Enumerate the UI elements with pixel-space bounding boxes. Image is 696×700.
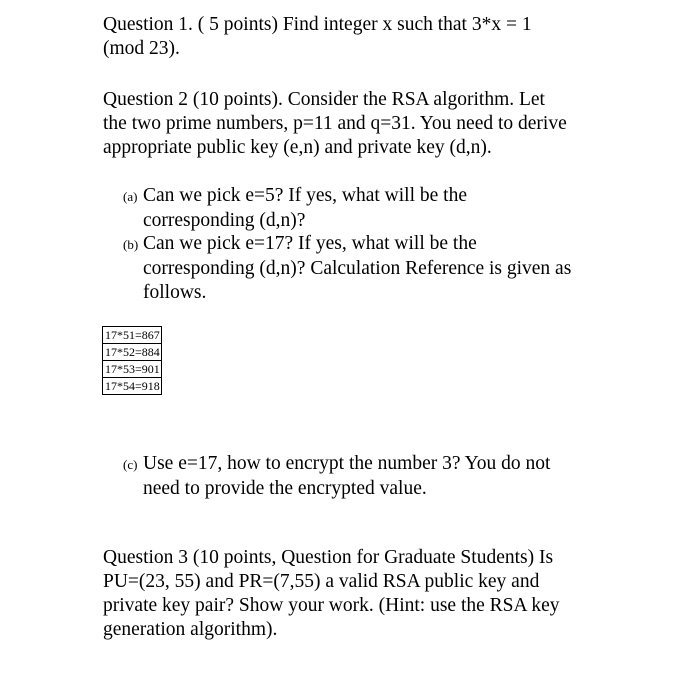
part-b-line: Can we pick e=17? If yes, what will be the <box>143 233 477 254</box>
table-row <box>103 327 162 344</box>
part-c-marker: (c) <box>123 457 138 472</box>
question-1-line: (mod 23). <box>103 38 180 59</box>
question-2c <box>123 452 550 501</box>
question-3-line: private key pair? Show your work. (Hint: use the RSA key <box>103 595 560 616</box>
question-3-line: generation algorithm). <box>103 619 278 640</box>
question-2a <box>123 184 467 233</box>
part-a-line: corresponding (d,n)? <box>143 210 306 231</box>
table-cell: 17*51=867 <box>103 327 162 344</box>
question-3-line: PU=(23, 55) and PR=(7,55) a valid RSA public key and <box>103 571 540 592</box>
table-row <box>103 344 162 361</box>
part-b-marker: (b) <box>123 237 139 252</box>
question-3 <box>103 546 560 642</box>
table-cell: 17*54=918 <box>103 378 162 395</box>
calculation-reference-table <box>102 326 162 395</box>
part-a-line: Can we pick e=5? If yes, what will be the <box>143 185 467 206</box>
part-c-line: Use e=17, how to encrypt the number 3? You do not <box>143 453 551 474</box>
table-cell: 17*53=901 <box>103 361 162 378</box>
question-2b <box>123 232 571 305</box>
question-1-line: Question 1. ( 5 points) Find integer x such that 3*x = 1 <box>103 14 532 35</box>
part-b-line: follows. <box>143 282 207 303</box>
question-2-line: the two prime numbers, p=11 and q=31. You need to derive <box>103 113 567 134</box>
question-3-line: Question 3 (10 points, Question for Graduate Students) Is <box>103 547 554 568</box>
question-1 <box>103 13 532 61</box>
question-2 <box>103 88 567 160</box>
table-cell: 17*52=884 <box>103 344 162 361</box>
part-a-marker: (a) <box>123 189 138 204</box>
part-c-line: need to provide the encrypted value. <box>143 478 427 499</box>
question-2-line: Question 2 (10 points). Consider the RSA algorithm. Let <box>103 89 545 110</box>
question-2-line: appropriate public key (e,n) and private key (d,n). <box>103 137 492 158</box>
table-row <box>103 361 162 378</box>
table-row <box>103 378 162 395</box>
part-b-line: corresponding (d,n)? Calculation Reference is given as <box>143 258 572 279</box>
